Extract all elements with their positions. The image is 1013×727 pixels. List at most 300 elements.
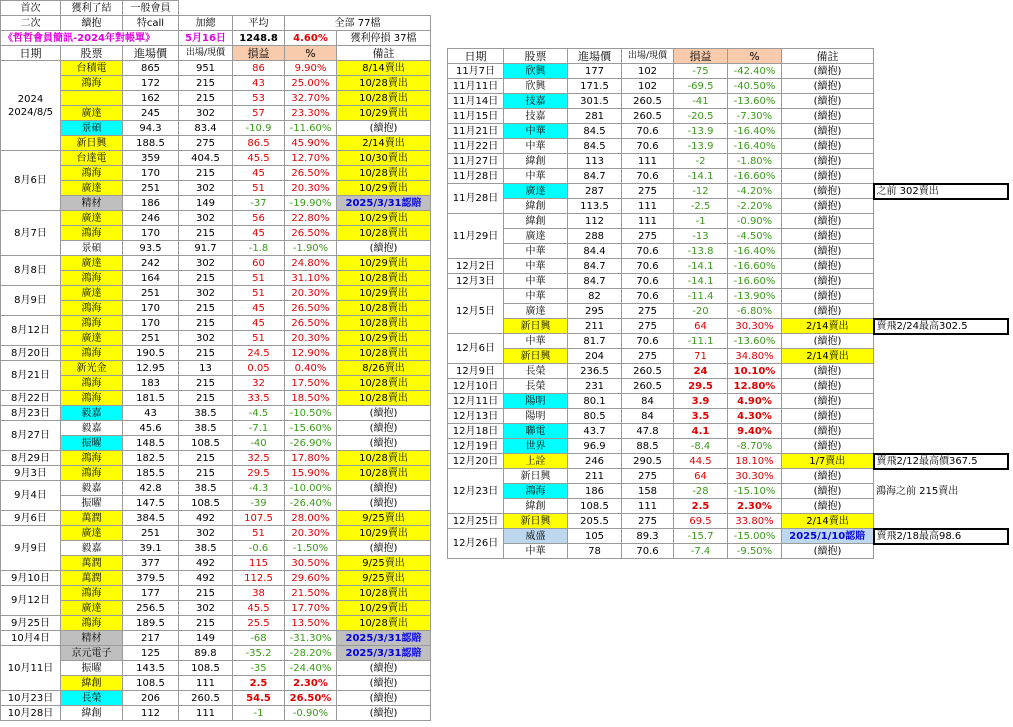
row-entry-price: 125 bbox=[123, 646, 179, 661]
row-exit-price: 302 bbox=[179, 601, 233, 616]
row-note: 10/29賣出 bbox=[337, 256, 431, 271]
table-row bbox=[1, 571, 431, 586]
row-entry-price: 164 bbox=[123, 271, 179, 286]
report-date: 5月16日 bbox=[179, 31, 233, 46]
row-note: (續抱) bbox=[337, 691, 431, 706]
row-entry-price: 143.5 bbox=[123, 661, 179, 676]
row-profit-loss: 57 bbox=[233, 106, 285, 121]
row-exit-price: 149 bbox=[179, 631, 233, 646]
col-stock-r: 股票 bbox=[504, 49, 568, 64]
row-entry-price: 177 bbox=[123, 586, 179, 601]
table-row bbox=[448, 424, 1008, 439]
row-note: (續抱) bbox=[782, 124, 874, 139]
row-remark: 賣飛2/24最高302.5 bbox=[874, 319, 1008, 334]
row-note: (續抱) bbox=[337, 121, 431, 136]
row-note: (續抱) bbox=[782, 409, 874, 424]
row-exit-price: 260.5 bbox=[179, 691, 233, 706]
table-row bbox=[1, 121, 431, 136]
row-profit-loss: 45 bbox=[233, 316, 285, 331]
row-percent: -9.50% bbox=[728, 544, 782, 559]
row-exit-price: 70.6 bbox=[622, 334, 674, 349]
row-remark: 鴻海之前 215賣出 bbox=[876, 485, 959, 497]
row-exit-price: 70.6 bbox=[622, 139, 674, 154]
row-stock: 中華 bbox=[504, 334, 568, 349]
row-entry-price: 206 bbox=[123, 691, 179, 706]
row-date: 12月2日 bbox=[448, 259, 504, 274]
row-exit-price: 302 bbox=[179, 331, 233, 346]
row-exit-price: 215 bbox=[179, 466, 233, 481]
row-profit-loss: -8.4 bbox=[674, 439, 728, 454]
row-entry-price: 301.5 bbox=[568, 94, 622, 109]
row-profit-loss: -20 bbox=[674, 304, 728, 319]
row-percent: -16.60% bbox=[728, 169, 782, 184]
row-percent: -1.80% bbox=[728, 154, 782, 169]
row-stock: 廣達 bbox=[61, 331, 123, 346]
row-entry-price: 288 bbox=[568, 229, 622, 244]
stop-count: 獲利停損 37檔 bbox=[337, 31, 431, 46]
row-profit-loss: 51 bbox=[233, 526, 285, 541]
row-exit-price: 84 bbox=[622, 409, 674, 424]
row-exit-price: 83.4 bbox=[179, 121, 233, 136]
row-entry-price: 170 bbox=[123, 301, 179, 316]
row-date: 8月7日 bbox=[1, 211, 61, 256]
row-note: 10/28賣出 bbox=[337, 166, 431, 181]
row-date: 11月14日 bbox=[448, 94, 504, 109]
row-entry-price: 377 bbox=[123, 556, 179, 571]
row-date: 11月11日 bbox=[448, 79, 504, 94]
table-row bbox=[1, 346, 431, 361]
table-row bbox=[1, 421, 431, 436]
row-percent: -16.60% bbox=[728, 274, 782, 289]
row-note: 2025/3/31認賠 bbox=[337, 646, 431, 661]
row-entry-price: 81.7 bbox=[568, 334, 622, 349]
row-stock: 中華 bbox=[504, 244, 568, 259]
row-profit-loss: 2.5 bbox=[674, 499, 728, 514]
row-note: (續抱) bbox=[782, 184, 874, 199]
row-remark bbox=[874, 64, 1008, 79]
table-row bbox=[1, 106, 431, 121]
row-profit-loss: 4.1 bbox=[674, 424, 728, 439]
row-exit-price: 215 bbox=[179, 226, 233, 241]
row-exit-price: 215 bbox=[179, 391, 233, 406]
row-entry-price: 359 bbox=[123, 151, 179, 166]
row-percent: 20.30% bbox=[285, 331, 337, 346]
row-entry-price: 295 bbox=[568, 304, 622, 319]
row-percent: -2.20% bbox=[728, 199, 782, 214]
row-entry-price: 80.5 bbox=[568, 409, 622, 424]
row-exit-price: 111 bbox=[622, 199, 674, 214]
row-date: 12月25日 bbox=[448, 514, 504, 529]
table-row bbox=[1, 451, 431, 466]
row-profit-loss: 24 bbox=[674, 364, 728, 379]
row-note: 10/28賣出 bbox=[337, 616, 431, 631]
row-stock: 中華 bbox=[504, 289, 568, 304]
row-note: 10/28賣出 bbox=[337, 586, 431, 601]
row-profit-loss: -40 bbox=[233, 436, 285, 451]
row-entry-price: 177 bbox=[568, 64, 622, 79]
row-exit-price: 70.6 bbox=[622, 274, 674, 289]
row-exit-price: 47.8 bbox=[622, 424, 674, 439]
row-stock: 萬潤 bbox=[61, 511, 123, 526]
row-stock: 新光金 bbox=[61, 361, 123, 376]
col-exit-r: 出場/現價 bbox=[622, 49, 674, 64]
row-stock: 世界 bbox=[504, 439, 568, 454]
row-exit-price: 951 bbox=[179, 61, 233, 76]
row-entry-price: 865 bbox=[123, 61, 179, 76]
row-note: 2/14賣出 bbox=[337, 136, 431, 151]
row-profit-loss: -2.5 bbox=[674, 199, 728, 214]
row-percent: -13.90% bbox=[728, 289, 782, 304]
row-date: 8月23日 bbox=[1, 406, 61, 421]
row-stock: 鴻海 bbox=[504, 484, 568, 499]
row-stock: 長榮 bbox=[504, 364, 568, 379]
row-note: 2/14賣出 bbox=[782, 319, 874, 334]
row-note: 10/28賣出 bbox=[337, 466, 431, 481]
row-remark bbox=[874, 514, 1008, 529]
row-stock: 新日興 bbox=[61, 136, 123, 151]
row-profit-loss: -69.5 bbox=[674, 79, 728, 94]
row-note: (續抱) bbox=[782, 484, 874, 499]
table-row bbox=[1, 166, 431, 181]
row-date: 8月12日 bbox=[1, 316, 61, 346]
row-profit-loss: -39 bbox=[233, 496, 285, 511]
row-note: 10/29賣出 bbox=[337, 601, 431, 616]
row-profit-loss: -13 bbox=[674, 229, 728, 244]
row-date: 12月20日 bbox=[448, 454, 504, 469]
row-exit-price: 290.5 bbox=[622, 454, 674, 469]
row-stock: 京元電子 bbox=[61, 646, 123, 661]
row-note: (續抱) bbox=[782, 199, 874, 214]
row-percent: 17.80% bbox=[285, 451, 337, 466]
row-percent: -13.60% bbox=[728, 334, 782, 349]
row-stock: 台達電 bbox=[61, 151, 123, 166]
row-stock: 技嘉 bbox=[504, 109, 568, 124]
table-row bbox=[448, 319, 1008, 334]
table-row bbox=[1, 706, 431, 721]
row-exit-price: 70.6 bbox=[622, 289, 674, 304]
row-stock: 新日興 bbox=[504, 349, 568, 364]
table-row bbox=[448, 529, 1008, 544]
row-note: (續抱) bbox=[782, 64, 874, 79]
row-profit-loss: -13.9 bbox=[674, 124, 728, 139]
row-note: (續抱) bbox=[782, 469, 874, 484]
row-profit-loss: 29.5 bbox=[233, 466, 285, 481]
row-stock: 中華 bbox=[504, 259, 568, 274]
row-remark bbox=[874, 349, 1008, 364]
row-percent: 17.50% bbox=[285, 376, 337, 391]
row-profit-loss: 29.5 bbox=[674, 379, 728, 394]
table-row bbox=[448, 154, 1008, 169]
row-percent: -24.40% bbox=[285, 661, 337, 676]
row-profit-loss: 51 bbox=[233, 286, 285, 301]
row-date: 8月27日 bbox=[1, 421, 61, 451]
row-entry-price: 183 bbox=[123, 376, 179, 391]
label-sum: 加總 bbox=[179, 16, 233, 31]
table-row bbox=[1, 526, 431, 541]
row-percent: -15.10% bbox=[728, 484, 782, 499]
row-exit-price: 158 bbox=[622, 484, 674, 499]
row-remark bbox=[874, 124, 1008, 139]
row-date: 10月23日 bbox=[1, 691, 61, 706]
row-note: 2/14賣出 bbox=[782, 349, 874, 364]
row-profit-loss: 51 bbox=[233, 181, 285, 196]
row-exit-price: 275 bbox=[622, 229, 674, 244]
row-percent: 30.30% bbox=[728, 469, 782, 484]
row-stock: 毅嘉 bbox=[61, 541, 123, 556]
row-stock: 萬潤 bbox=[61, 556, 123, 571]
row-exit-price: 492 bbox=[179, 511, 233, 526]
row-entry-price: 379.5 bbox=[123, 571, 179, 586]
table-row bbox=[1, 601, 431, 616]
row-exit-price: 108.5 bbox=[179, 661, 233, 676]
row-exit-price: 70.6 bbox=[622, 244, 674, 259]
row-profit-loss: 51 bbox=[233, 271, 285, 286]
table-row bbox=[1, 676, 431, 691]
col-note-r: 備註 bbox=[782, 49, 874, 64]
table-row bbox=[448, 379, 1008, 394]
row-percent: -13.60% bbox=[728, 94, 782, 109]
row-note: 10/29賣出 bbox=[337, 286, 431, 301]
row-percent: -6.80% bbox=[728, 304, 782, 319]
table-row bbox=[1, 301, 431, 316]
row-note: 1/7賣出 bbox=[782, 454, 874, 469]
table-row bbox=[1, 646, 431, 661]
row-stock: 廣達 bbox=[61, 106, 123, 121]
row-percent: 9.40% bbox=[728, 424, 782, 439]
row-profit-loss: 45 bbox=[233, 166, 285, 181]
row-stock: 精材 bbox=[61, 631, 123, 646]
row-date: 12月10日 bbox=[448, 379, 504, 394]
row-entry-price: 189.5 bbox=[123, 616, 179, 631]
row-stock: 精材 bbox=[61, 196, 123, 211]
row-note: 10/28賣出 bbox=[337, 346, 431, 361]
row-exit-price: 13 bbox=[179, 361, 233, 376]
row-stock: 萬潤 bbox=[61, 571, 123, 586]
row-entry-price: 251 bbox=[123, 181, 179, 196]
row-percent: -26.40% bbox=[285, 496, 337, 511]
row-profit-loss: 71 bbox=[674, 349, 728, 364]
table-row bbox=[448, 169, 1008, 184]
row-percent: -4.50% bbox=[728, 229, 782, 244]
row-entry-price: 84.7 bbox=[568, 259, 622, 274]
row-percent: 18.50% bbox=[285, 391, 337, 406]
row-profit-loss: 32 bbox=[233, 376, 285, 391]
row-date: 11月28日 bbox=[448, 184, 504, 214]
row-profit-loss: -14.1 bbox=[674, 169, 728, 184]
row-percent: -16.40% bbox=[728, 139, 782, 154]
table-row bbox=[1, 271, 431, 286]
table-row bbox=[448, 304, 1008, 319]
row-exit-price: 102 bbox=[622, 64, 674, 79]
row-note: 10/28賣出 bbox=[337, 226, 431, 241]
row-note: 2025/3/31認賠 bbox=[337, 631, 431, 646]
row-stock: 長榮 bbox=[504, 379, 568, 394]
row-date: 10月4日 bbox=[1, 631, 61, 646]
table-row bbox=[1, 376, 431, 391]
table-row bbox=[1, 496, 431, 511]
row-remark bbox=[874, 394, 1008, 409]
row-stock: 廣達 bbox=[504, 184, 568, 199]
row-entry-price: 112 bbox=[568, 214, 622, 229]
row-entry-price: 42.8 bbox=[123, 481, 179, 496]
row-profit-loss: -35 bbox=[233, 661, 285, 676]
row-profit-loss: 115 bbox=[233, 556, 285, 571]
table-row bbox=[448, 79, 1008, 94]
row-remark bbox=[874, 139, 1008, 154]
row-profit-loss: 54.5 bbox=[233, 691, 285, 706]
left-body bbox=[1, 61, 431, 721]
row-exit-price: 111 bbox=[622, 499, 674, 514]
row-profit-loss: 45 bbox=[233, 226, 285, 241]
row-date: 12月11日 bbox=[448, 394, 504, 409]
row-entry-price: 108.5 bbox=[123, 676, 179, 691]
row-note: (續抱) bbox=[337, 676, 431, 691]
row-entry-price: 211 bbox=[568, 319, 622, 334]
row-percent: 12.90% bbox=[285, 346, 337, 361]
row-date: 11月22日 bbox=[448, 139, 504, 154]
row-exit-price: 38.5 bbox=[179, 406, 233, 421]
row-date: 2024 2024/8/5 bbox=[1, 61, 61, 151]
table-row bbox=[448, 214, 1008, 229]
row-date: 9月25日 bbox=[1, 616, 61, 631]
table-row bbox=[1, 406, 431, 421]
table-row bbox=[1, 616, 431, 631]
row-date: 12月23日 bbox=[448, 469, 504, 514]
row-percent: 10.10% bbox=[728, 364, 782, 379]
row-note: (續抱) bbox=[337, 421, 431, 436]
row-percent: 30.50% bbox=[285, 556, 337, 571]
row-exit-price: 215 bbox=[179, 91, 233, 106]
row-note: 2025/3/31認賠 bbox=[337, 196, 431, 211]
row-remark bbox=[874, 304, 1008, 319]
row-exit-price: 70.6 bbox=[622, 544, 674, 559]
row-percent: 20.30% bbox=[285, 526, 337, 541]
row-stock: 緯創 bbox=[504, 199, 568, 214]
row-entry-price: 236.5 bbox=[568, 364, 622, 379]
table-row bbox=[1, 196, 431, 211]
row-remark bbox=[874, 259, 1008, 274]
row-date: 9月9日 bbox=[1, 526, 61, 571]
row-profit-loss: 107.5 bbox=[233, 511, 285, 526]
row-stock: 長榮 bbox=[61, 691, 123, 706]
row-percent: 26.50% bbox=[285, 316, 337, 331]
avg-value: 4.60% bbox=[285, 31, 337, 46]
row-entry-price: 84.7 bbox=[568, 169, 622, 184]
row-profit-loss: -68 bbox=[233, 631, 285, 646]
row-note: (續抱) bbox=[337, 241, 431, 256]
row-entry-price: 185.5 bbox=[123, 466, 179, 481]
row-percent: 2.30% bbox=[728, 499, 782, 514]
row-profit-loss: 44.5 bbox=[674, 454, 728, 469]
row-stock bbox=[61, 91, 123, 106]
row-percent: 45.90% bbox=[285, 136, 337, 151]
row-stock: 振曜 bbox=[61, 496, 123, 511]
row-note: 10/29賣出 bbox=[337, 211, 431, 226]
row-profit-loss: -20.5 bbox=[674, 109, 728, 124]
row-note: (續抱) bbox=[782, 169, 874, 184]
row-entry-price: 94.3 bbox=[123, 121, 179, 136]
row-entry-price: 211 bbox=[568, 469, 622, 484]
row-exit-price: 260.5 bbox=[622, 379, 674, 394]
row-exit-price: 275 bbox=[622, 319, 674, 334]
row-note: 10/30賣出 bbox=[337, 151, 431, 166]
row-stock: 緯創 bbox=[504, 154, 568, 169]
row-exit-price: 215 bbox=[179, 616, 233, 631]
row-stock: 中華 bbox=[504, 544, 568, 559]
row-stock: 鴻海 bbox=[61, 391, 123, 406]
row-date: 8月21日 bbox=[1, 361, 61, 391]
row-exit-price: 302 bbox=[179, 256, 233, 271]
report-title: 《哲哲會員簡訊-2024年對帳單》 bbox=[1, 31, 179, 46]
row-note: (續抱) bbox=[782, 229, 874, 244]
table-row bbox=[1, 391, 431, 406]
table-row bbox=[448, 499, 1008, 514]
col-date-r: 日期 bbox=[448, 49, 504, 64]
row-stock: 鴻海 bbox=[61, 226, 123, 241]
row-entry-price: 147.5 bbox=[123, 496, 179, 511]
row-note: (續抱) bbox=[782, 214, 874, 229]
row-note: 10/28賣出 bbox=[337, 391, 431, 406]
table-row bbox=[1, 541, 431, 556]
row-stock: 鴻海 bbox=[61, 376, 123, 391]
row-stock: 廣達 bbox=[61, 526, 123, 541]
row-percent: 20.30% bbox=[285, 286, 337, 301]
row-entry-price: 112 bbox=[123, 706, 179, 721]
row-note: 10/28賣出 bbox=[337, 316, 431, 331]
row-profit-loss: 3.5 bbox=[674, 409, 728, 424]
row-entry-price: 171.5 bbox=[568, 79, 622, 94]
row-profit-loss: 86 bbox=[233, 61, 285, 76]
row-profit-loss: -12 bbox=[674, 184, 728, 199]
row-entry-price: 172 bbox=[123, 76, 179, 91]
row-percent: -7.30% bbox=[728, 109, 782, 124]
row-date: 12月5日 bbox=[448, 289, 504, 334]
row-remark bbox=[874, 544, 1008, 559]
row-exit-price: 38.5 bbox=[179, 481, 233, 496]
row-entry-price: 108.5 bbox=[568, 499, 622, 514]
table-row bbox=[448, 334, 1008, 349]
row-note: 10/28賣出 bbox=[337, 271, 431, 286]
row-profit-loss: 53 bbox=[233, 91, 285, 106]
row-date: 9月3日 bbox=[1, 466, 61, 481]
row-date: 12月18日 bbox=[448, 424, 504, 439]
row-profit-loss: -28 bbox=[674, 484, 728, 499]
row-profit-loss: -4.5 bbox=[233, 406, 285, 421]
row-stock: 鴻海 bbox=[61, 616, 123, 631]
row-exit-price: 215 bbox=[179, 376, 233, 391]
row-percent: 28.00% bbox=[285, 511, 337, 526]
row-entry-price: 186 bbox=[568, 484, 622, 499]
row-percent: 22.80% bbox=[285, 211, 337, 226]
table-row bbox=[448, 289, 1008, 304]
row-note: (續抱) bbox=[782, 109, 874, 124]
row-remark bbox=[874, 109, 1008, 124]
row-entry-price: 246 bbox=[568, 454, 622, 469]
row-profit-loss: 33.5 bbox=[233, 391, 285, 406]
row-date: 12月9日 bbox=[448, 364, 504, 379]
row-percent: 4.90% bbox=[728, 394, 782, 409]
row-percent: -0.90% bbox=[285, 706, 337, 721]
col-pct-r: % bbox=[728, 49, 782, 64]
row-date: 11月7日 bbox=[448, 64, 504, 79]
row-exit-price: 302 bbox=[179, 526, 233, 541]
table-row bbox=[448, 199, 1008, 214]
row-date: 12月26日 bbox=[448, 529, 504, 559]
table-row bbox=[448, 544, 1008, 559]
row-note: 9/25賣出 bbox=[337, 511, 431, 526]
row-stock: 技嘉 bbox=[504, 94, 568, 109]
row-entry-price: 93.5 bbox=[123, 241, 179, 256]
